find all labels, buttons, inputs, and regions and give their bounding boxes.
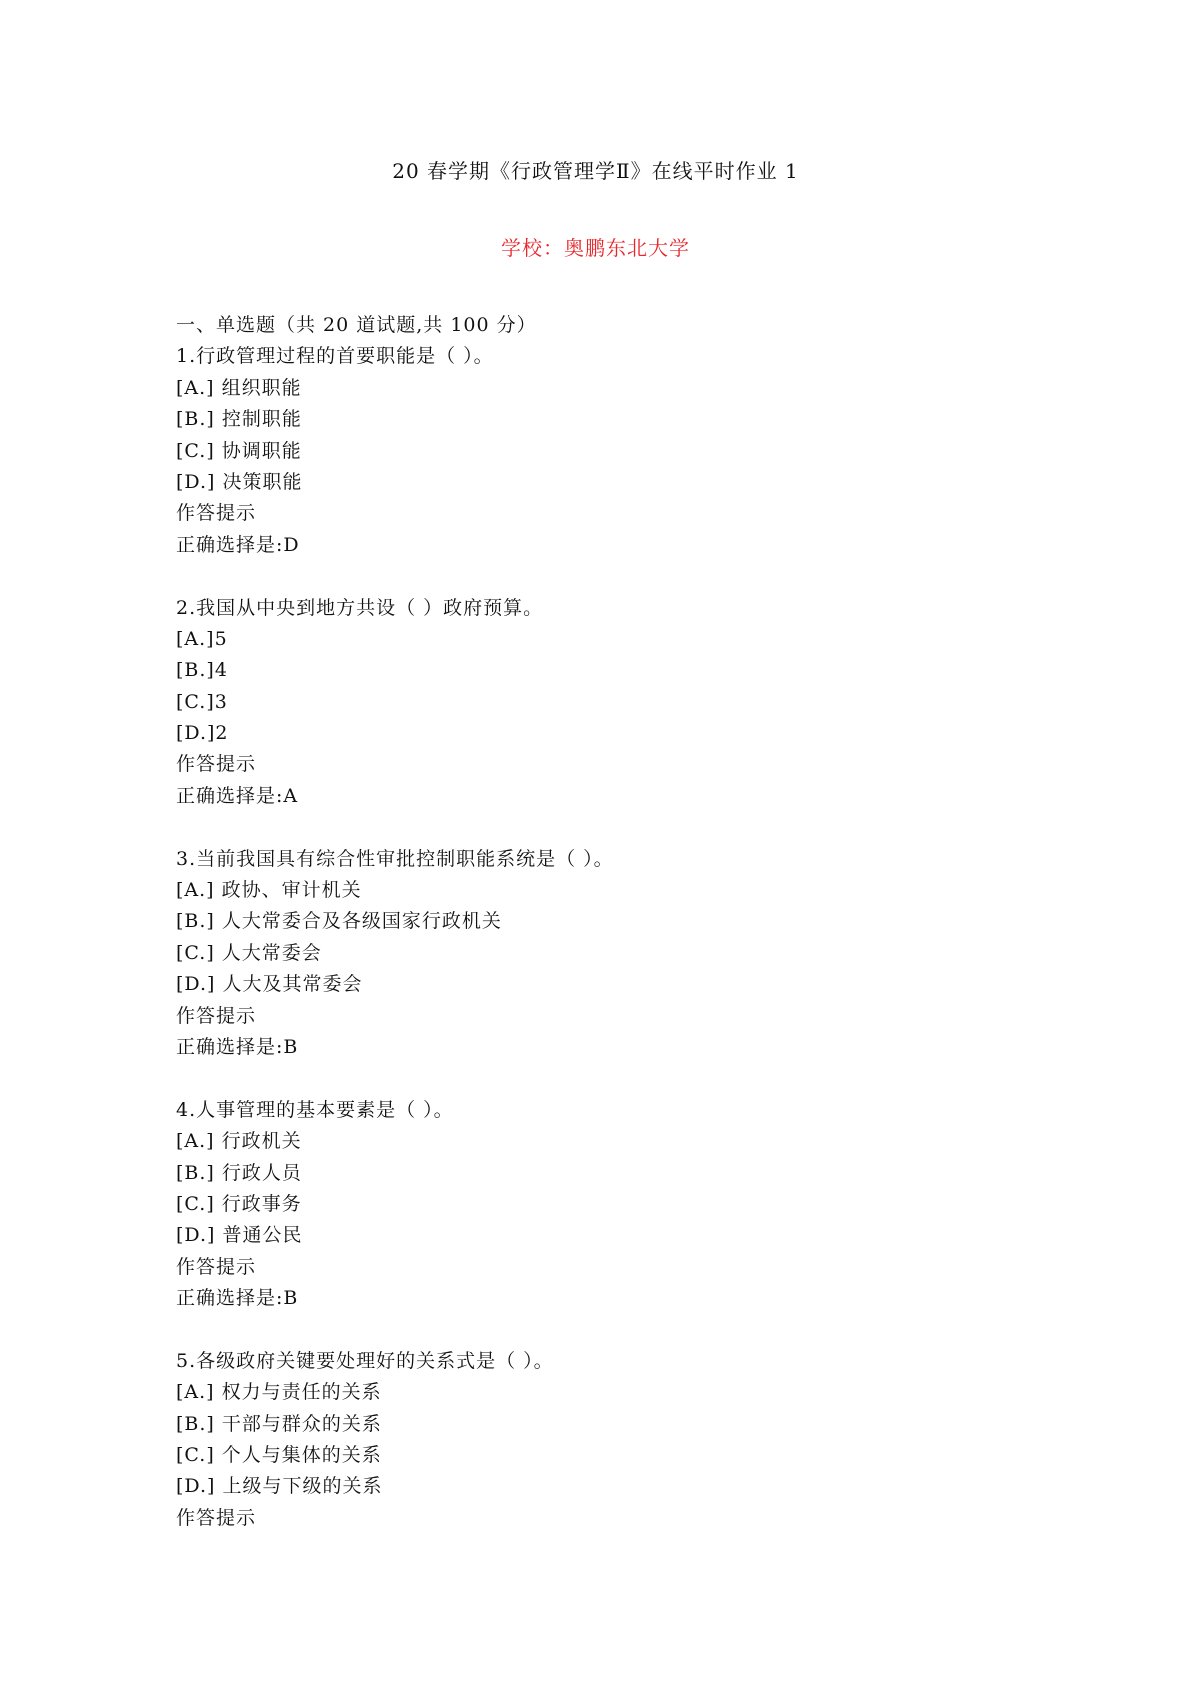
option-b: [B.] 人大常委合及各级国家行政机关 — [176, 910, 502, 933]
option-a: [A.] 政协、审计机关 — [176, 879, 362, 902]
question-block — [176, 1346, 1076, 1534]
school-name: 学校：奥鹏东北大学 — [501, 236, 690, 260]
option-d: [D.] 人大及其常委会 — [176, 973, 363, 996]
option-a: [A.] 组织职能 — [176, 376, 302, 399]
correct-answer: 正确选择是:B — [176, 1035, 299, 1058]
spacer — [176, 1063, 1076, 1094]
answer-hint: 作答提示 — [176, 1255, 257, 1278]
question-stem: 3.当前我国具有综合性审批控制职能系统是（ ）。 — [176, 847, 614, 870]
option-a: [A.] 行政机关 — [176, 1130, 302, 1153]
question-stem: 5.各级政府关键要处理好的关系式是（ ）。 — [176, 1349, 554, 1372]
question-stem: 1.行政管理过程的首要职能是（ ）。 — [176, 345, 494, 368]
option-a: [A.]5 — [176, 627, 228, 650]
question-block — [176, 1095, 1076, 1346]
spacer — [176, 561, 1076, 592]
answer-hint: 作答提示 — [176, 753, 257, 776]
option-b: [B.] 控制职能 — [176, 408, 302, 431]
correct-answer: 正确选择是:B — [176, 1287, 299, 1310]
correct-answer: 正确选择是:A — [176, 784, 299, 807]
option-a: [A.] 权力与责任的关系 — [176, 1381, 382, 1404]
question-block — [176, 341, 1076, 592]
answer-hint: 作答提示 — [176, 1506, 257, 1529]
option-d: [D.] 普通公民 — [176, 1224, 303, 1247]
option-c: [C.] 人大常委会 — [176, 941, 322, 964]
option-b: [B.] 行政人员 — [176, 1161, 302, 1184]
spacer — [176, 812, 1076, 843]
question-stem: 4.人事管理的基本要素是（ ）。 — [176, 1098, 454, 1121]
section-heading: 一、单选题（共 20 道试题,共 100 分） — [176, 314, 537, 336]
correct-answer: 正确选择是:D — [176, 533, 300, 556]
option-c: [C.] 个人与集体的关系 — [176, 1444, 382, 1467]
option-d: [D.]2 — [176, 722, 229, 745]
option-b: [B.]4 — [176, 659, 228, 682]
option-d: [D.] 决策职能 — [176, 470, 303, 493]
option-b: [B.] 干部与群众的关系 — [176, 1412, 382, 1435]
answer-hint: 作答提示 — [176, 1004, 257, 1027]
question-stem: 2.我国从中央到地方共设（ ）政府预算。 — [176, 596, 544, 619]
option-d: [D.] 上级与下级的关系 — [176, 1475, 383, 1498]
question-block — [176, 593, 1076, 844]
question-block — [176, 844, 1076, 1095]
document-title: 20 春学期《行政管理学Ⅱ》在线平时作业 1 — [392, 159, 799, 183]
answer-hint: 作答提示 — [176, 502, 257, 525]
option-c: [C.] 行政事务 — [176, 1192, 302, 1215]
option-c: [C.] 协调职能 — [176, 439, 302, 462]
document-body — [176, 310, 1076, 1534]
option-c: [C.]3 — [176, 690, 228, 713]
spacer — [176, 1315, 1076, 1346]
